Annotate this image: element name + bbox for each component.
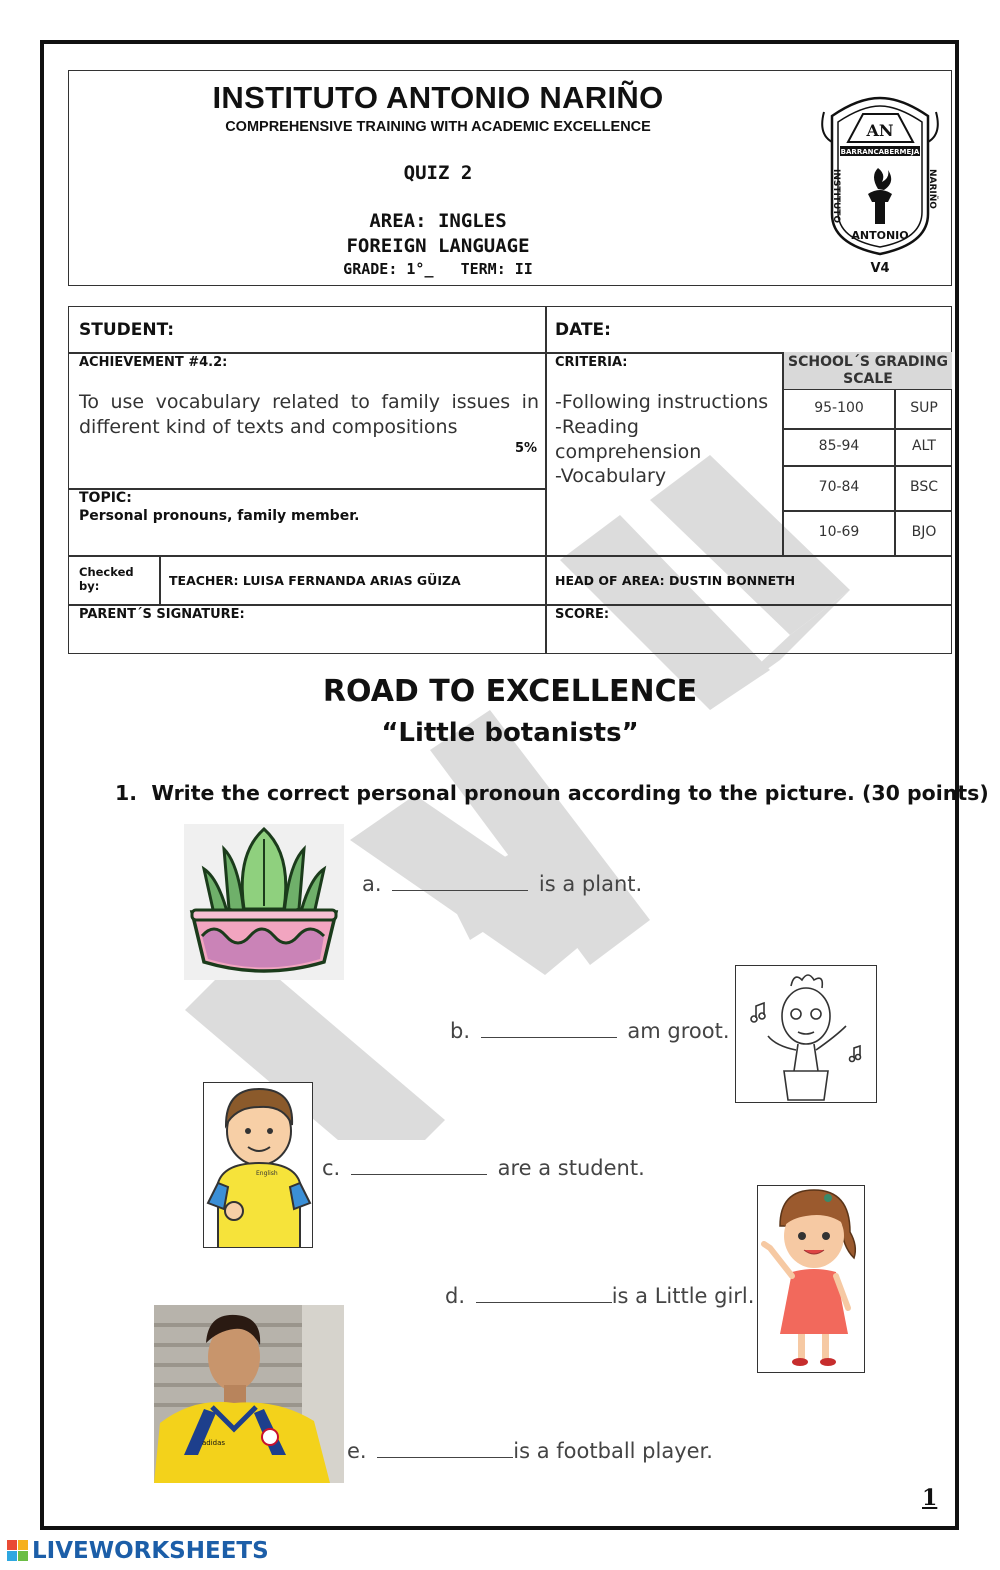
scale-code: SUP <box>910 400 938 416</box>
school-crest-logo <box>818 94 942 274</box>
grading-scale-header: SCHOOL´S GRADING SCALE <box>788 354 948 387</box>
svg-text:INSTITUTO: INSTITUTO <box>831 169 841 224</box>
exercise-instruction: 1. Write the correct personal pronoun according to the picture. (30 points) <box>115 781 989 805</box>
date-field[interactable] <box>620 312 940 348</box>
achievement-weight: 5% <box>515 441 538 456</box>
answer-blank-c[interactable] <box>351 1157 487 1175</box>
achievement-text: To use vocabulary related to family issues in different kind of texts and compositions <box>79 391 539 438</box>
criteria-item: -Reading <box>555 416 639 438</box>
footer-brand[interactable] <box>6 1538 269 1564</box>
question-text: are a student. <box>497 1156 645 1180</box>
question-text: am groot. <box>627 1019 730 1043</box>
scale-code: ALT <box>911 438 936 454</box>
svg-text:AN: AN <box>866 121 894 140</box>
topic-label: TOPIC: <box>79 490 132 506</box>
student-label: STUDENT: <box>79 320 175 340</box>
section-subtitle: “Little botanists” <box>381 718 639 748</box>
scale-range: 70-84 <box>818 479 860 495</box>
teacher-label: TEACHER: LUISA FERNANDA ARIAS GÜIZA <box>169 573 461 588</box>
scale-range: 95-100 <box>814 400 864 416</box>
question-a <box>362 872 642 896</box>
achievement-label: ACHIEVEMENT #4.2: <box>79 355 228 370</box>
section-title: ROAD TO EXCELLENCE <box>322 674 698 709</box>
question-text: is a Little girl. <box>611 1284 755 1308</box>
svg-text:ANTONIO: ANTONIO <box>851 229 909 242</box>
subject-label: FOREIGN LANGUAGE <box>346 235 530 257</box>
question-text: is a plant. <box>538 872 643 896</box>
score-label: SCORE: <box>555 607 610 622</box>
liveworksheets-logo-icon <box>6 1539 30 1563</box>
football-player-photo <box>154 1305 344 1483</box>
criteria-item: -Vocabulary <box>555 465 667 487</box>
checked-by-label: Checked by: <box>79 565 134 593</box>
school-motto: COMPREHENSIVE TRAINING WITH ACADEMIC EXCELLENCE <box>225 119 651 135</box>
area-label: AREA: INGLES <box>369 210 507 232</box>
scale-range: 85-94 <box>818 438 860 454</box>
parent-signature-field[interactable] <box>79 626 539 650</box>
scale-code: BJO <box>911 524 937 540</box>
parent-signature-label: PARENT´S SIGNATURE: <box>79 607 245 622</box>
head-of-area-label: HEAD OF AREA: DUSTIN BONNETH <box>555 573 796 588</box>
svg-text:adidas: adidas <box>202 1439 226 1447</box>
question-letter: d. <box>445 1284 466 1308</box>
boy-picture <box>203 1082 313 1248</box>
svg-text:V4: V4 <box>870 261 890 274</box>
criteria-item: -Following instructions <box>555 391 769 413</box>
school-name: INSTITUTO ANTONIO NARIÑO <box>212 80 664 115</box>
question-letter: e. <box>347 1439 367 1463</box>
answer-blank-b[interactable] <box>481 1020 617 1038</box>
scale-range: 10-69 <box>818 524 860 540</box>
groot-picture <box>735 965 877 1103</box>
question-letter: c. <box>322 1156 341 1180</box>
student-field[interactable] <box>170 312 540 348</box>
answer-blank-a[interactable] <box>392 873 528 891</box>
svg-text:English: English <box>256 1170 278 1177</box>
date-label: DATE: <box>555 320 611 340</box>
question-b <box>450 1019 730 1043</box>
footer-brand-text: LIVEWORKSHEETS <box>32 1538 269 1564</box>
question-e <box>347 1439 713 1463</box>
criteria-label: CRITERIA: <box>555 355 628 370</box>
score-field[interactable] <box>620 608 940 650</box>
criteria-item: comprehension <box>555 441 702 463</box>
quiz-label: QUIZ 2 <box>403 162 473 184</box>
svg-text:BARRANCABERMEJA: BARRANCABERMEJA <box>840 148 920 156</box>
scale-code: BSC <box>909 479 939 495</box>
question-d <box>445 1284 754 1308</box>
question-letter: a. <box>362 872 382 896</box>
question-letter: b. <box>450 1019 471 1043</box>
girl-picture <box>757 1185 865 1373</box>
grade-term-label: GRADE: 1°_ TERM: II <box>343 260 533 278</box>
question-text: is a football player. <box>513 1439 713 1463</box>
plant-picture <box>184 824 344 980</box>
page-number: 1 <box>922 1485 938 1511</box>
svg-text:NARIÑO: NARIÑO <box>927 169 937 209</box>
answer-blank-e[interactable] <box>377 1440 513 1458</box>
answer-blank-d[interactable] <box>476 1285 612 1303</box>
topic-text: Personal pronouns, family member. <box>79 508 360 524</box>
question-c <box>322 1156 645 1180</box>
